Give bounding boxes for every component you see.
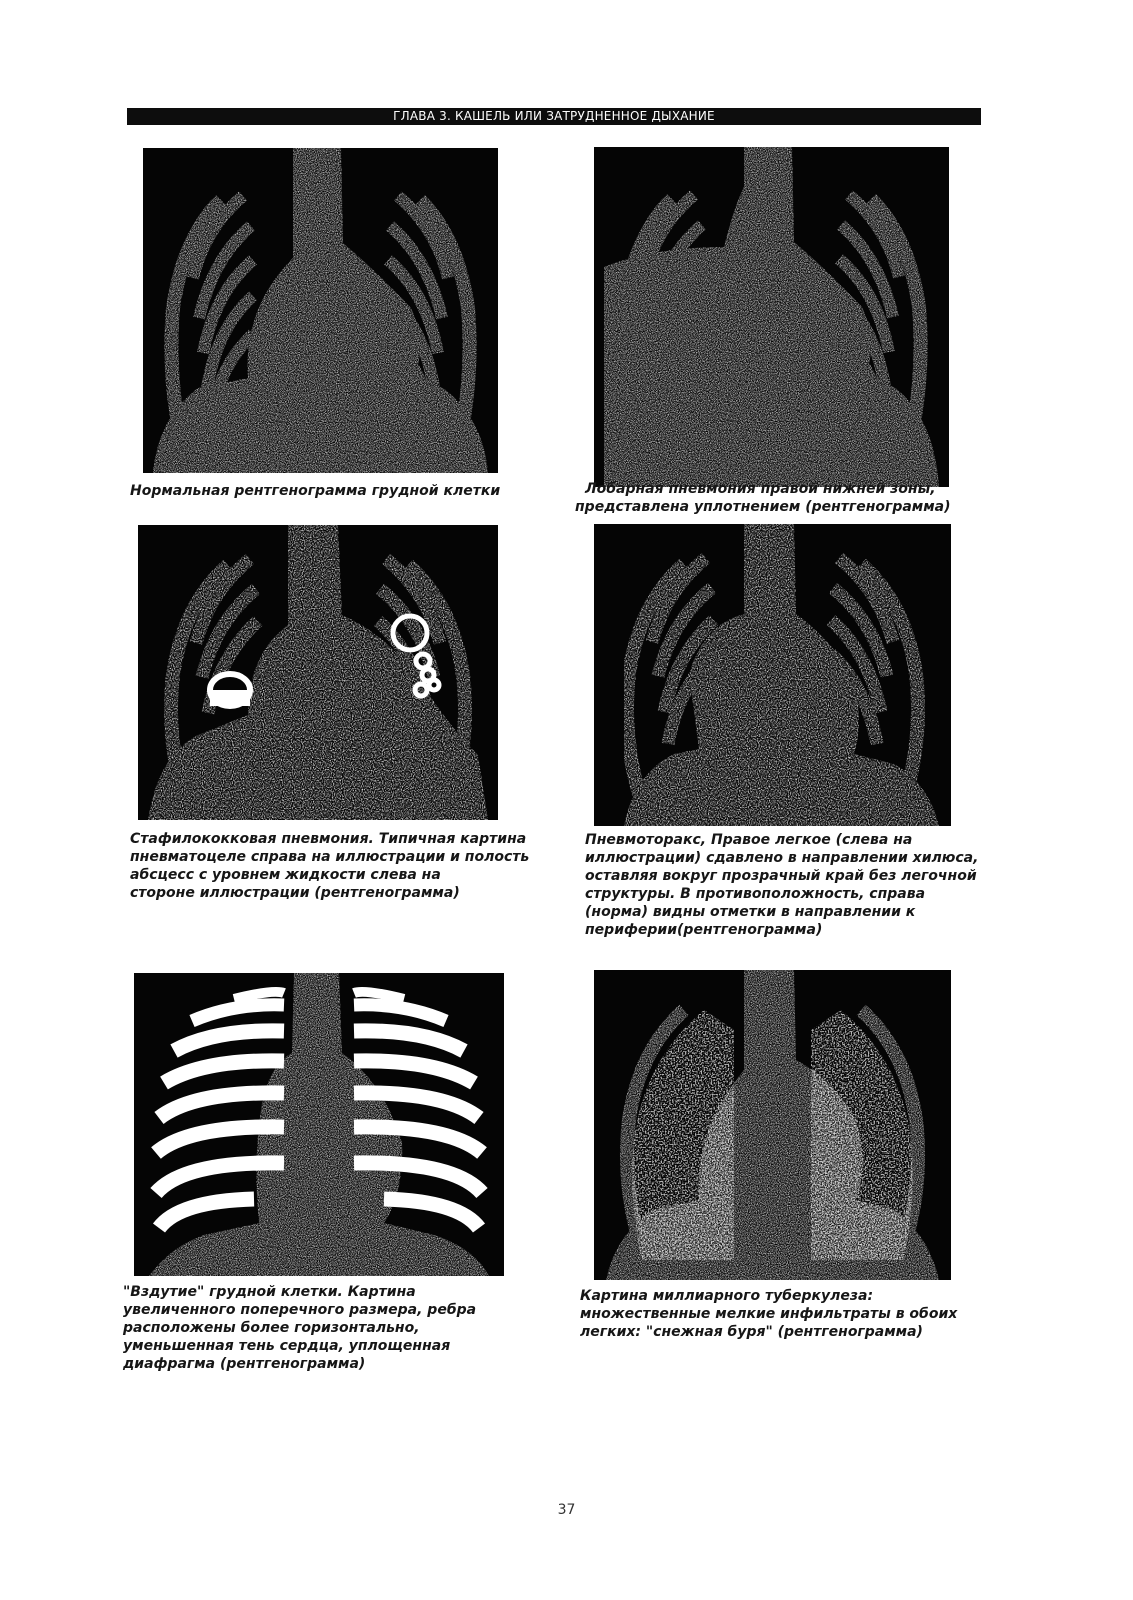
- caption-hyperinflation: "Вздутие" грудной клетки. Картина увеличенного поперечного размера, ребра расположены более горизонтально, уменьшенная тень сердца, уплощенная диафрагма (рентгенограмма): [123, 1284, 477, 1372]
- xray-lobar-pneumonia: [594, 147, 949, 487]
- xray-staphylococcal-pneumonia: [138, 525, 498, 820]
- xray-pneumothorax: [594, 524, 951, 826]
- caption-staphylococcal-pneumonia: Стафилококковая пневмония. Типичная картина пневматоцеле справа на иллюстрации и полость абсцесс с уровнем жидкости слева на стороне иллюстрации (рентгенограмма): [130, 831, 530, 901]
- page-number: 37: [557, 1502, 576, 1518]
- caption-pneumothorax: Пневмоторакс, Правое легкое (слева на иллюстрации) сдавлено в направлении хилюса, оставляя вокруг прозрачный край без легочной структуры. В противоположность, справа (норма) видны отметки в направлении к периферии(рентгенограмма): [585, 832, 979, 938]
- caption-lobar-pneumonia: Лобарная пневмония правой нижней зоны, представлена уплотнением (рентгенограмма): [575, 481, 951, 515]
- caption-normal-chest: Нормальная рентгенограмма грудной клетки: [130, 483, 501, 499]
- caption-miliary-tuberculosis: Картина миллиарного туберкулеза: множественные мелкие инфильтраты в обоих легких: "снежная буря" (рентгенограмма): [580, 1288, 958, 1340]
- chapter-title: ГЛАВА 3. КАШЕЛЬ ИЛИ ЗАТРУДНЕННОЕ ДЫХАНИЕ: [393, 109, 715, 123]
- xray-hyperinflation: [134, 973, 504, 1276]
- chapter-header: [127, 108, 981, 125]
- xray-normal-chest: [143, 148, 498, 473]
- xray-miliary-tuberculosis: [594, 970, 951, 1280]
